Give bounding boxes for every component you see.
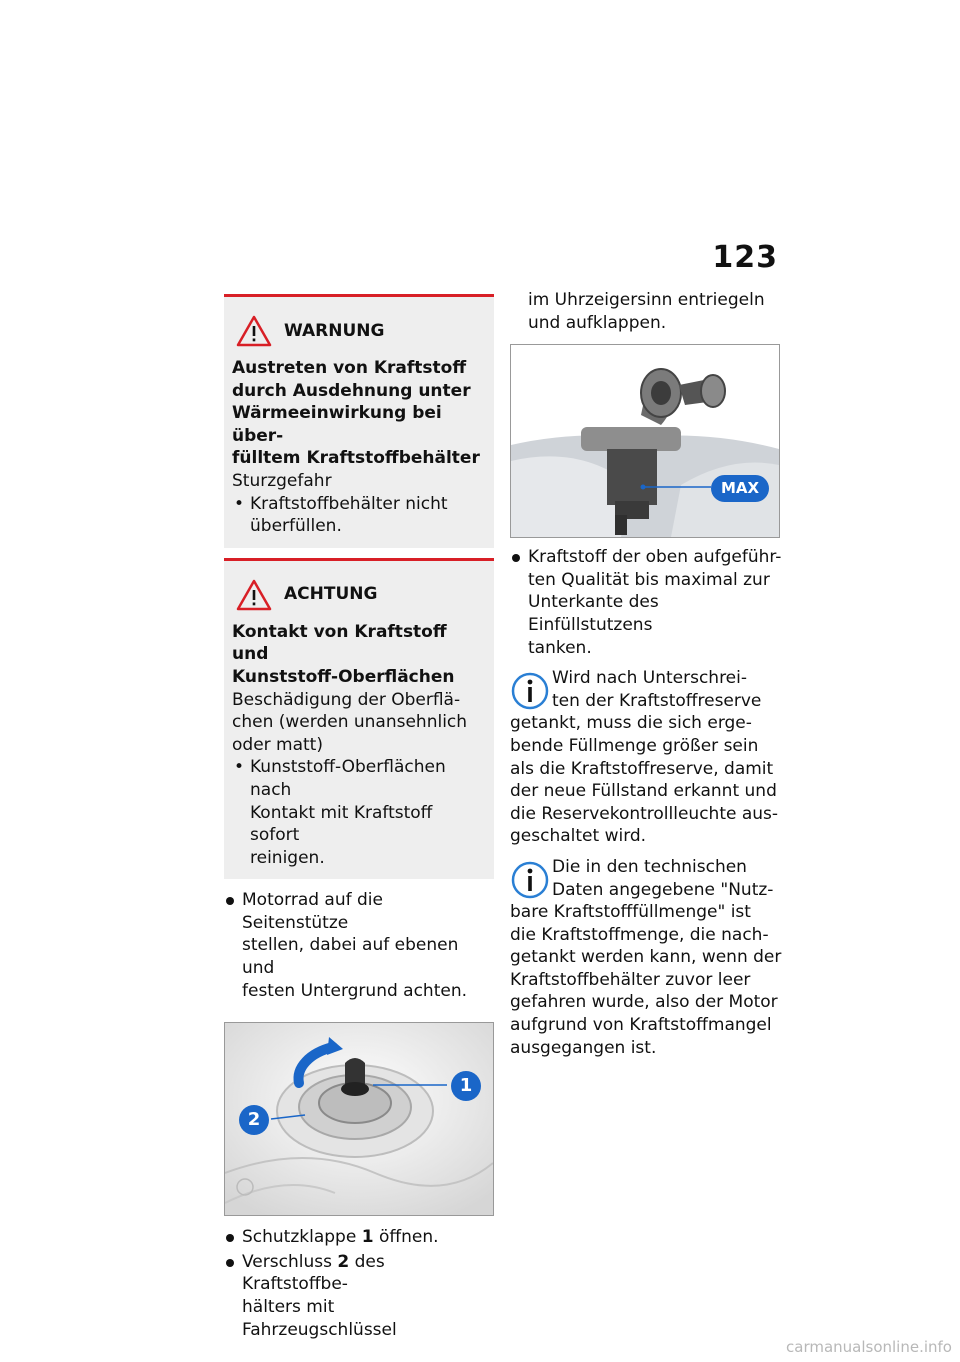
step-side-stand: Motorrad auf die Seitenstütze stellen, dabei auf ebenen und festen Untergrund achten. bbox=[224, 889, 494, 1002]
left-column bbox=[224, 294, 494, 1341]
page-number: 123 bbox=[712, 240, 778, 275]
step-unlock-cap: Verschluss 2 des Kraftstoffbe- hälters mit Fahrzeugschlüssel bbox=[224, 1251, 494, 1341]
warning-consequence: Sturzgefahr bbox=[232, 470, 332, 491]
attention-title: ACHTUNG bbox=[284, 584, 378, 605]
warning-heading: Austreten von Kraftstoff durch Ausdehnung unter Wärmeeinwirkung bei über- fülltem Kraftstoffbehälter bbox=[232, 358, 480, 469]
watermark-text: carmanualsonline.info bbox=[786, 1338, 952, 1356]
fuel-cap-figure bbox=[224, 1022, 494, 1216]
info-icon bbox=[510, 671, 550, 711]
warning-title: WARNUNG bbox=[284, 320, 385, 341]
info-note-reserve: Wird nach Unterschrei- ten der Kraftstoffreserve getankt, muss die sich erge- bende Füllmenge größer sein als die Kraftstoffreserve, damit der neue Füllstand erkannt und die Reservekontrollleuchte aus- geschaltet wird. bbox=[510, 668, 779, 847]
step-unlock-continuation: im Uhrzeigersinn entriegeln und aufklappen. bbox=[528, 290, 765, 333]
attention-box bbox=[224, 558, 494, 880]
callout-2: 2 bbox=[239, 1105, 269, 1135]
fuel-filler-figure bbox=[510, 344, 780, 538]
info-icon bbox=[510, 860, 550, 900]
warning-triangle-icon bbox=[236, 579, 272, 611]
step-refuel: Kraftstoff der oben aufgeführ- ten Qualität bis maximal zur Unterkante des Einfüllstutzens tanken. bbox=[510, 546, 782, 659]
warning-action: • Kraftstoffbehälter nicht überfüllen. bbox=[232, 493, 486, 538]
info-note-capacity: Die in den technischen Daten angegebene "Nutz- bare Kraftstofffüllmenge" ist die Kraftstoffmenge, die nach- getankt werden kann, wenn der Kraftstoffbehälter zuvor leer gefahren wurde, also der Motor aufgrund von Kraftstoffmangel ausgegangen ist. bbox=[510, 856, 782, 1058]
max-badge: MAX bbox=[711, 475, 769, 502]
warning-box bbox=[224, 294, 494, 548]
fuel-filler-illustration bbox=[511, 345, 779, 537]
attention-heading: Kontakt von Kraftstoff und Kunststoff-Oberflächen bbox=[232, 621, 455, 687]
attention-consequence: Beschädigung der Oberflä- chen (werden unansehnlich oder matt) bbox=[232, 689, 468, 755]
warning-triangle-icon bbox=[236, 315, 272, 347]
right-column bbox=[510, 289, 782, 1059]
attention-action: • Kunststoff-Oberflächen nach Kontakt mit Kraftstoff sofort reinigen. bbox=[232, 756, 486, 869]
step-open-cover: Schutzklappe 1 öffnen. bbox=[224, 1226, 494, 1249]
callout-1: 1 bbox=[451, 1071, 481, 1101]
